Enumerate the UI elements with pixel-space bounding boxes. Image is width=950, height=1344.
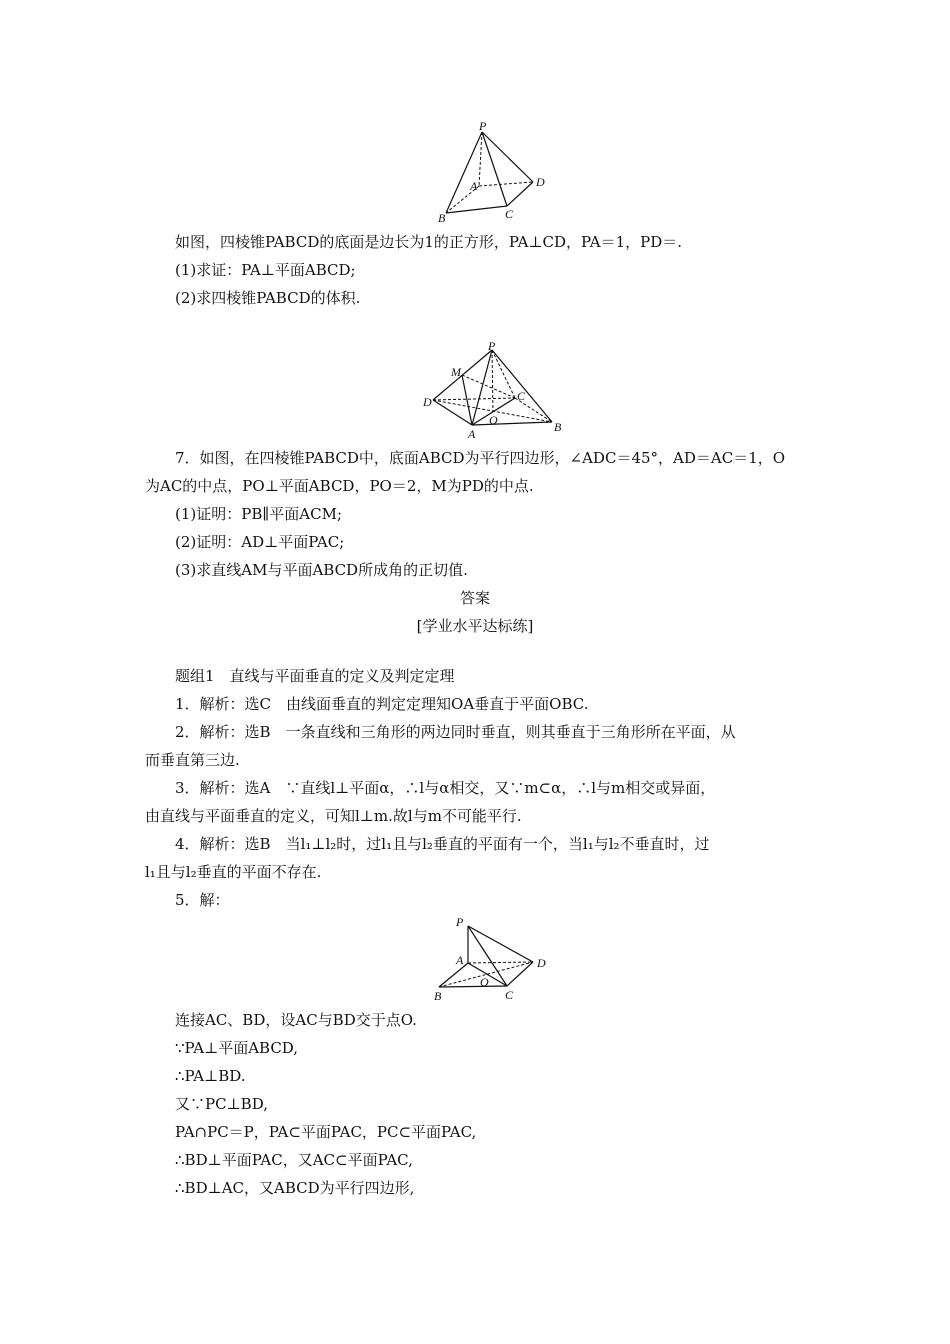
label-o: O	[489, 413, 498, 427]
answer-4-line2: l₁且与l₂垂直的平面不存在.	[145, 863, 322, 881]
problem7-line2: 为AC的中点，PO⊥平面ABCD，PO＝2，M为PD的中点.	[145, 477, 534, 495]
label-a: A	[470, 179, 478, 193]
edge-cd	[507, 962, 533, 986]
figure-pyramid-2-svg	[420, 340, 570, 445]
problem7-q1: (1)证明：PB∥平面ACM;	[175, 505, 343, 523]
edge-ab	[439, 963, 468, 987]
edge-mc	[462, 375, 515, 398]
label-d: D	[423, 395, 432, 409]
solution-step-3: ∴PA⊥BD.	[175, 1067, 246, 1085]
label-o: O	[480, 975, 489, 989]
edge-bc	[439, 986, 507, 987]
answer-5-intro: 5．解：	[175, 891, 230, 909]
solution-step-2: ∵PA⊥平面ABCD,	[175, 1039, 299, 1057]
answer-2-line2: 而垂直第三边.	[145, 751, 240, 769]
edge-pb	[492, 350, 552, 422]
edge-ad	[468, 962, 533, 963]
edge-pd	[482, 132, 533, 182]
figure-pyramid-3	[430, 912, 560, 1004]
label-b: B	[438, 211, 446, 225]
edge-pb	[446, 132, 482, 213]
problem7-q2: (2)证明：AD⊥平面PAC;	[175, 533, 345, 551]
answer-3-line1: 3．解析：选A ∵直线l⊥平面α，∴l与α相交，又∵m⊂α，∴l与m相交或异面，	[175, 779, 716, 797]
figure-pyramid-1-svg	[430, 120, 560, 225]
label-b: B	[434, 989, 442, 1003]
edge-ab	[472, 422, 552, 425]
label-d: D	[537, 956, 546, 970]
problem7-q3: (3)求直线AM与平面ABCD所成角的正切值.	[175, 561, 468, 579]
answer-4-line1: 4．解析：选B 当l₁⊥l₂时，过l₁且与l₂垂直的平面有一个，当l₁与l₂不垂直时，过	[175, 835, 710, 853]
answer-3-line2: 由直线与平面垂直的定义，可知l⊥m.故l与m不可能平行.	[145, 807, 522, 825]
solution-step-7: ∴BD⊥AC，又ABCD为平行四边形,	[175, 1179, 415, 1197]
label-p: P	[488, 339, 496, 353]
group-title: 题组1 直线与平面垂直的定义及判定定理	[175, 667, 455, 685]
problem6-q1: (1)求证：PA⊥平面ABCD;	[175, 261, 356, 279]
figure-pyramid-3-svg	[430, 912, 560, 1004]
label-a: A	[468, 427, 476, 441]
label-c: C	[505, 988, 514, 1002]
edge-da	[433, 400, 472, 425]
answer-2-line1: 2．解析：选B 一条直线和三角形的两边同时垂直，则其垂直于三角形所在平面，从	[175, 723, 736, 741]
label-c: C	[517, 389, 526, 403]
solution-step-1: 连接AC、BD，设AC与BD交于点O.	[175, 1011, 417, 1029]
answers-subheading: [学业水平达标练]	[416, 617, 534, 635]
edge-po	[492, 350, 493, 411]
answers-heading: 答案	[459, 589, 490, 607]
edge-bc	[446, 206, 507, 213]
label-m: M	[451, 365, 461, 379]
label-p: P	[479, 119, 487, 133]
problem6-stem: 如图，四棱锥PABCD的底面是边长为1的正方形，PA⊥CD，PA＝1，PD＝.	[175, 233, 683, 251]
problem7-line1: 7．如图，在四棱锥PABCD中，底面ABCD为平行四边形，∠ADC＝45°，AD＝AC＝1，O	[175, 449, 786, 467]
answer-1: 1．解析：选C 由线面垂直的判定定理知OA垂直于平面OBC.	[175, 695, 589, 713]
label-b: B	[554, 420, 562, 434]
edge-pa	[479, 132, 482, 186]
label-d: D	[536, 175, 545, 189]
edge-dc	[433, 398, 515, 400]
edge-cd	[507, 182, 533, 206]
edge-ma	[462, 375, 472, 425]
label-p: P	[456, 915, 464, 929]
solution-step-6: ∴BD⊥平面PAC，又AC⊂平面PAC,	[175, 1151, 413, 1169]
edge-pc	[482, 132, 507, 206]
solution-step-4: 又∵PC⊥BD,	[175, 1095, 268, 1113]
edge-ad	[479, 182, 533, 186]
solution-step-5: PA∩PC＝P，PA⊂平面PAC，PC⊂平面PAC,	[175, 1123, 477, 1141]
figure-pyramid-2	[420, 340, 570, 445]
label-a: A	[456, 953, 464, 967]
edge-pd	[468, 926, 533, 962]
label-c: C	[505, 207, 514, 221]
figure-pyramid-1	[430, 120, 560, 225]
problem6-q2: (2)求四棱锥PABCD的体积.	[175, 289, 361, 307]
